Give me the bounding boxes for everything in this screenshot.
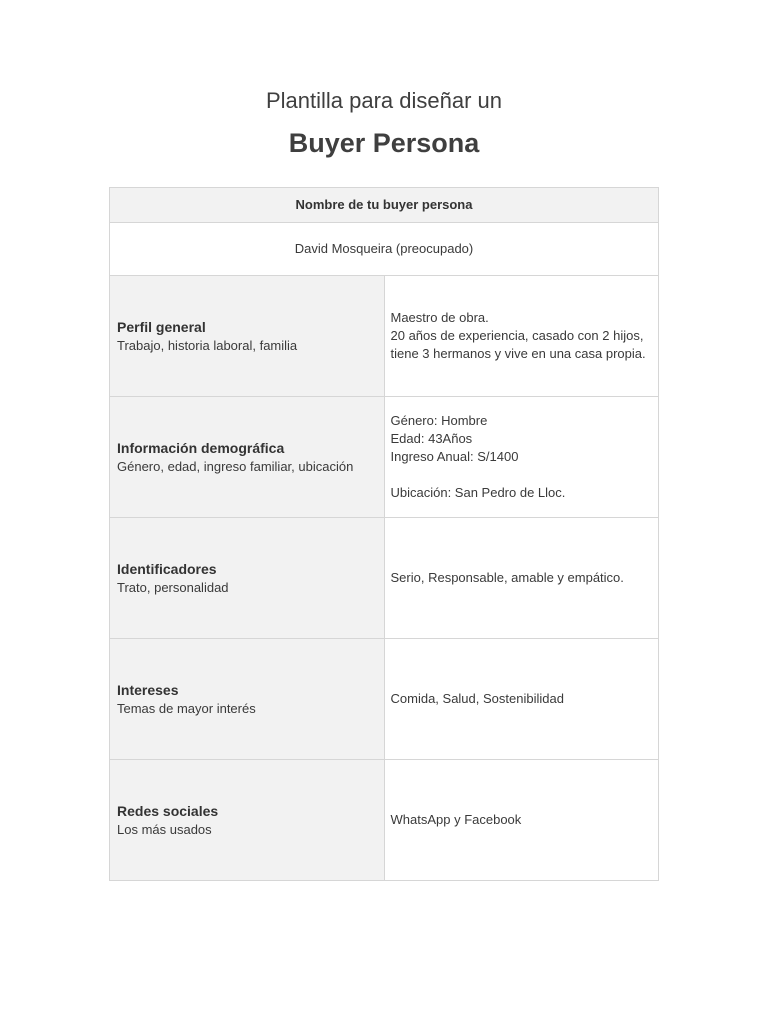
row-value-cell — [384, 639, 659, 760]
row-label: Redes sociales — [117, 802, 219, 819]
row-sublabel: Género, edad, ingreso familiar, ubicación — [117, 458, 354, 474]
document-title: Buyer Persona — [288, 128, 480, 158]
row-value-line: Comida, Salud, Sostenibilidad — [390, 691, 564, 706]
document-subtitle: Plantilla para diseñar un — [265, 88, 503, 113]
row-label-cell — [110, 397, 385, 518]
row-label: Perfil general — [117, 318, 206, 335]
row-value-cell — [384, 397, 659, 518]
row-sublabel: Los más usados — [117, 821, 212, 837]
row-value-line: WhatsApp y Facebook — [390, 812, 522, 827]
row-sublabel: Temas de mayor interés — [117, 700, 256, 716]
row-sublabel: Trato, personalidad — [117, 579, 229, 595]
row-value-line: Maestro de obra. — [390, 310, 489, 325]
row-value-line: 20 años de experiencia, casado con 2 hijos, tiene 3 hermanos y vive en una casa propia. — [390, 328, 646, 361]
row-value-line: Ingreso Anual: S/1400 — [390, 449, 519, 464]
row-label: Información demográfica — [117, 439, 285, 456]
persona-name: David Mosqueira (preocupado) — [110, 223, 659, 276]
row-value-cell — [384, 760, 659, 881]
persona-name-row — [110, 223, 659, 276]
row-label-cell — [110, 760, 385, 881]
row-value-line: Ubicación: San Pedro de Lloc. — [390, 485, 566, 500]
row-label: Identificadores — [117, 560, 217, 577]
table-row — [110, 639, 659, 760]
table-row — [110, 760, 659, 881]
table-row — [110, 518, 659, 639]
table-row — [110, 397, 659, 518]
table-header-row — [110, 188, 659, 223]
row-value-cell — [384, 276, 659, 397]
row-label: Intereses — [117, 681, 179, 698]
row-value-line: Edad: 43Años — [390, 431, 473, 446]
row-label-cell — [110, 639, 385, 760]
row-value-line: Género: Hombre — [390, 413, 488, 428]
row-sublabel: Trabajo, historia laboral, familia — [117, 337, 298, 353]
row-value-cell — [384, 518, 659, 639]
row-label-cell — [110, 276, 385, 397]
row-value-line — [391, 466, 653, 484]
row-label-cell — [110, 518, 385, 639]
row-value-line: Serio, Responsable, amable y empático. — [390, 570, 624, 585]
table-row — [110, 276, 659, 397]
table-header: Nombre de tu buyer persona — [110, 188, 659, 223]
buyer-persona-table — [109, 187, 659, 881]
